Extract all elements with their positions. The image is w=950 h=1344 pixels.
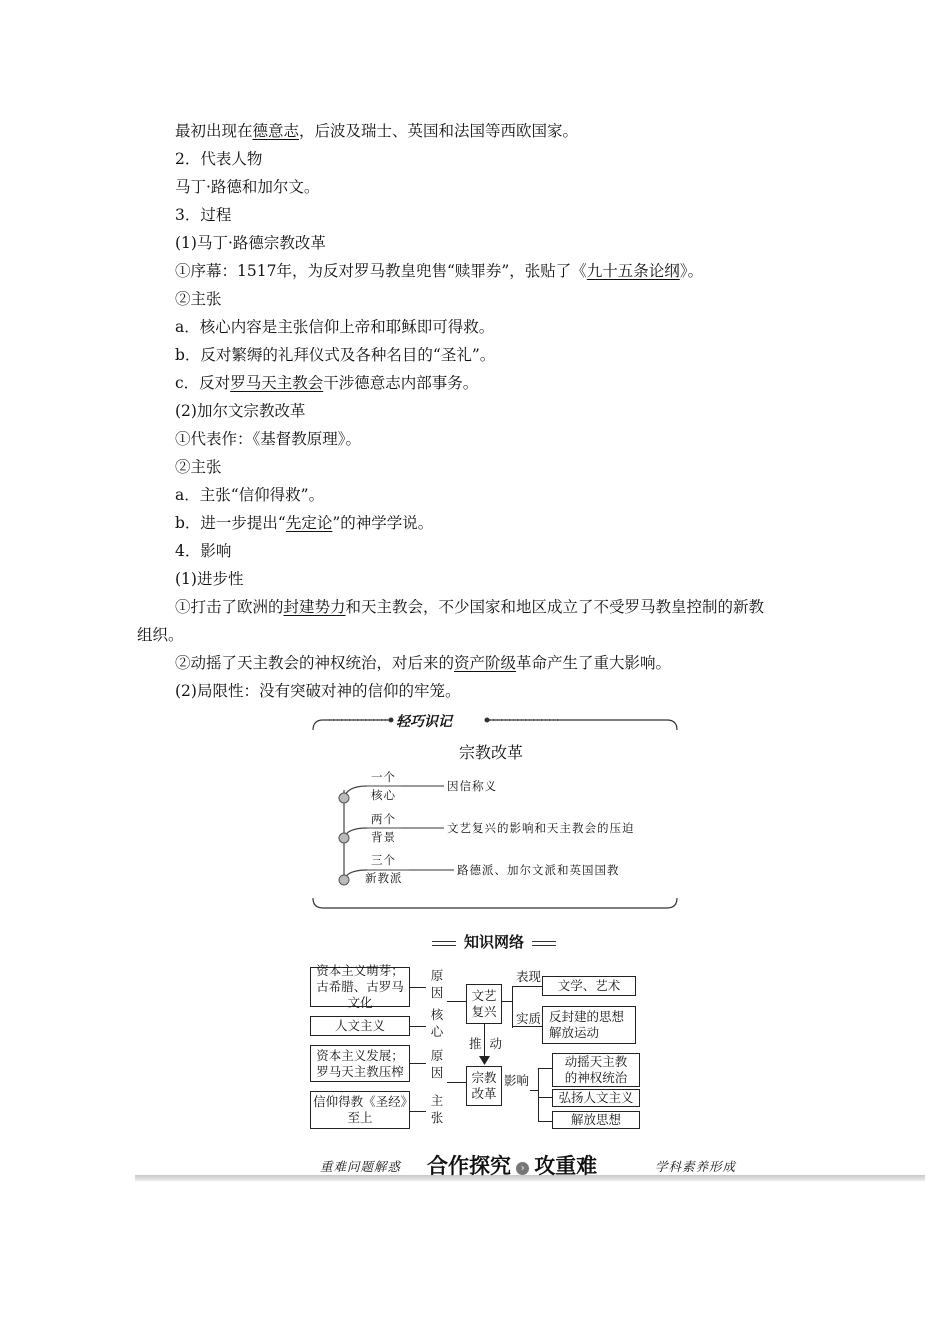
memo-title: 宗教改革	[459, 743, 524, 762]
text-line: 最初出现在德意志，后波及瑞士、英国和法国等西欧国家。	[175, 122, 579, 140]
memo-label-top: 两个	[371, 812, 396, 826]
cause-label: 原因	[430, 968, 444, 1000]
cause1-box: 资本主义萌芽；古希腊、古罗马文化	[310, 967, 410, 1007]
section-heading: 2．代表人物	[175, 150, 263, 168]
claim-label: 主张	[430, 1093, 444, 1125]
text-line: 组织。	[137, 626, 184, 644]
text-line: ②主张	[175, 290, 222, 308]
subsection-heading: (1)进步性	[175, 570, 244, 588]
chevron-right-icon: ›	[516, 1162, 529, 1175]
text-line: 马丁·路德和加尔文。	[175, 178, 320, 196]
show-value-box: 文学、艺术	[542, 976, 636, 996]
cause-label: 原因	[430, 1048, 444, 1080]
banner-right-text: 学科素养形成	[655, 1159, 737, 1174]
memo-item-text: 路德派、加尔文派和英国国教	[457, 863, 620, 877]
text-line: ①打击了欧洲的封建势力和天主教会，不少国家和地区成立了不受罗马教皇控制的新教	[175, 598, 765, 616]
essence-label: 实质	[516, 1011, 542, 1026]
section-heading: 4．影响	[175, 542, 232, 560]
impact-box: 动摇天主教的神权统治	[552, 1053, 640, 1087]
memo-label-top: 一个	[371, 770, 396, 784]
memo-label-bottom: 新教派	[365, 871, 403, 885]
banner-left-text: 重难问题解惑	[320, 1159, 402, 1174]
banner-title-b: 攻重难	[534, 1154, 598, 1178]
subsection-heading: (2)加尔文宗教改革	[175, 402, 306, 420]
memo-label-bottom: 背景	[371, 830, 396, 844]
renaissance-box: 文艺复兴	[466, 984, 502, 1024]
core-label: 核心	[430, 1007, 444, 1039]
section-heading: 3．过程	[175, 206, 232, 224]
push-label: 推动	[469, 1036, 511, 1051]
text-line: ①序幕：1517年，为反对罗马教皇兜售“赎罪券”，张贴了《九十五条论纲》。	[175, 262, 704, 280]
text-line: c．反对罗马天主教会干涉德意志内部事务。	[175, 374, 479, 392]
impact-box: 弘扬人文主义	[552, 1089, 640, 1107]
cause2-box: 资本主义发展；罗马天主教压榨	[310, 1045, 410, 1082]
impact-box: 解放思想	[552, 1111, 640, 1129]
memo-box	[309, 710, 681, 918]
essence-value-box: 反封建的思想解放运动	[542, 1006, 636, 1044]
text-line: b．进一步提出“先定论”的神学学说。	[175, 514, 434, 532]
show-label: 表现	[516, 969, 542, 984]
claim2-box: 信仰得教《圣经》至上	[310, 1091, 410, 1129]
text-line: ①代表作：《基督教原理》。	[175, 430, 362, 448]
memo-label-bottom: 核心	[371, 788, 396, 802]
knowledge-network	[300, 960, 660, 1135]
memo-item-text: 文艺复兴的影响和天主教会的压迫	[447, 821, 635, 835]
reformation-box: 宗教改革	[466, 1066, 502, 1106]
core1-box: 人文主义	[310, 1016, 410, 1036]
text-line: ②主张	[175, 458, 222, 476]
network-header: 知识网络	[432, 932, 556, 952]
text-line: ②动摇了天主教会的神权统治，对后来的资产阶级革命产生了重大影响。	[175, 654, 672, 672]
memo-label-top: 三个	[371, 853, 396, 867]
text-line: (2)局限性：没有突破对神的信仰的牢笼。	[175, 682, 461, 700]
text-line: a．核心内容是主张信仰上帝和耶稣即可得救。	[175, 318, 495, 336]
text-line: b．反对繁缛的礼拜仪式及各种名目的“圣礼”。	[175, 346, 496, 364]
impact-label: 影响	[504, 1073, 530, 1088]
section-banner	[135, 1148, 925, 1190]
memo-item-text: 因信称义	[447, 779, 497, 793]
text-line: a．主张“信仰得救”。	[175, 486, 325, 504]
banner-title-a: 合作探究	[427, 1154, 511, 1178]
memo-header: 轻巧识记	[396, 714, 452, 730]
arrow-down-icon	[479, 1056, 490, 1066]
subsection-heading: (1)马丁·路德宗教改革	[175, 234, 326, 252]
